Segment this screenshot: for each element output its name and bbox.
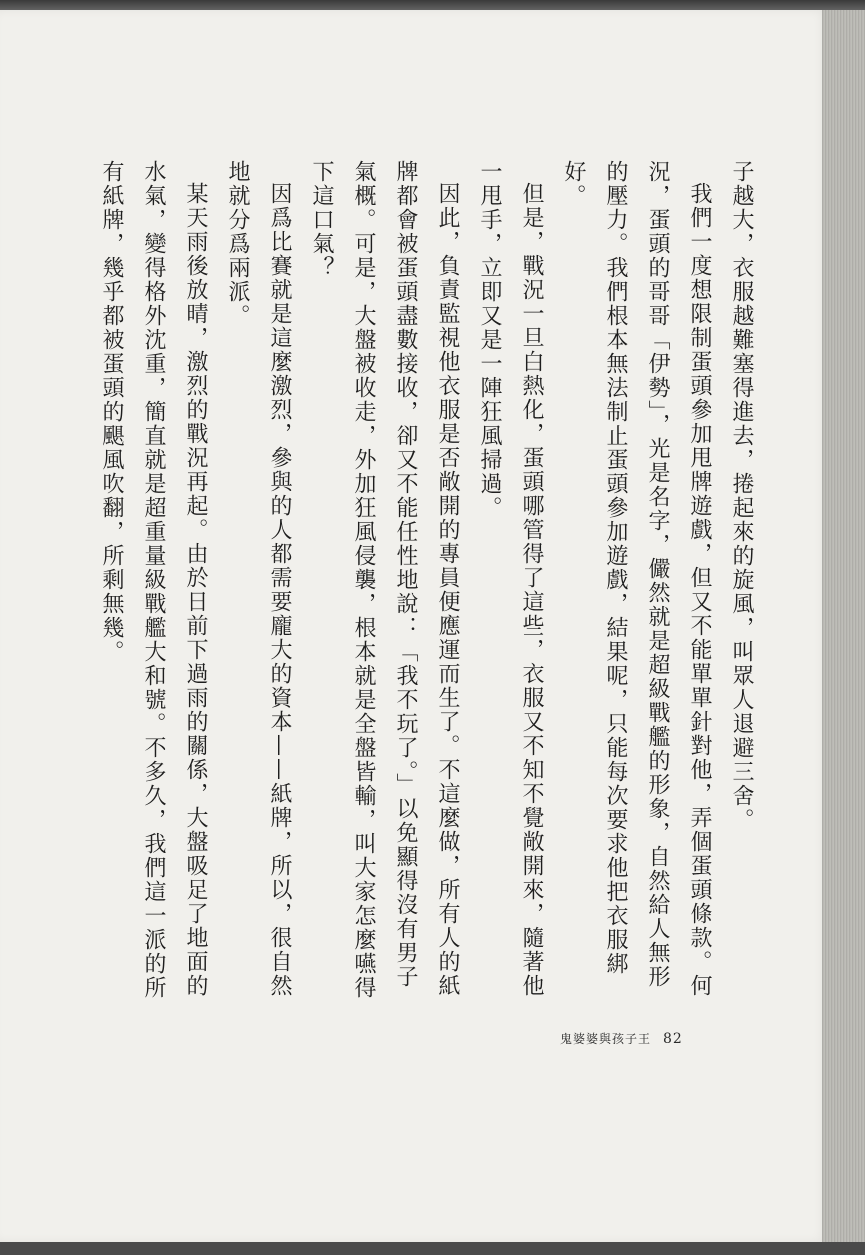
paragraph-3: 但是，戰況一旦白熱化，蛋頭哪管得了這些，衣服又不知不覺敞開來，隨著他一甩手，立即又是一陣狂風掃過。	[477, 160, 544, 998]
paragraph-1: 子越大，衣服越難塞得進去，捲起來的旋風，叫眾人退避三舍。	[729, 160, 754, 832]
page-number: 82	[663, 1031, 683, 1047]
page-body-text	[90, 160, 762, 1010]
running-title: 鬼婆婆與孩子王	[560, 1032, 652, 1046]
paragraph-4: 因此，負責監視他衣服是否敞開的專員便應運而生了。不這麼做，所有人的紙牌都會被蛋頭盡數接收，卻又不能任性地說：「我不玩了。」以免顯得沒有男子氣概。可是，大盤被收走，外加狂風侵襲，根本就是全盤皆輸，叫大家怎麼嚥得下這口氣？	[309, 160, 460, 1000]
scan-bottom-edge	[0, 1242, 865, 1255]
paragraph-5: 因爲比賽就是這麼激烈，參與的人都需要龐大的資本——紙牌，所以，很自然地就分爲兩派。	[225, 160, 292, 998]
paragraph-2: 我們一度想限制蛋頭參加甩牌遊戲，但又不能單單針對他，弄個蛋頭條款。何況，蛋頭的哥哥「伊勢」，光是名字，儼然就是超級戰艦的形象，自然給人無形的壓力。我們根本無法制止蛋頭參加遊戲，結果呢，只能每次要求他把衣服綁好。	[561, 160, 712, 998]
book-page	[0, 10, 828, 1242]
paragraph-6: 某天雨後放晴，激烈的戰況再起。由於日前下過雨的關係，大盤吸足了地面的水氣，變得格外沈重，簡直就是超重量級戰艦大和號。不多久，我們這一派的所有紙牌，幾乎都被蛋頭的颶風吹翻，所剩無幾。	[99, 160, 208, 1000]
page-footer	[560, 1030, 683, 1047]
page-stack-edge	[822, 10, 865, 1242]
